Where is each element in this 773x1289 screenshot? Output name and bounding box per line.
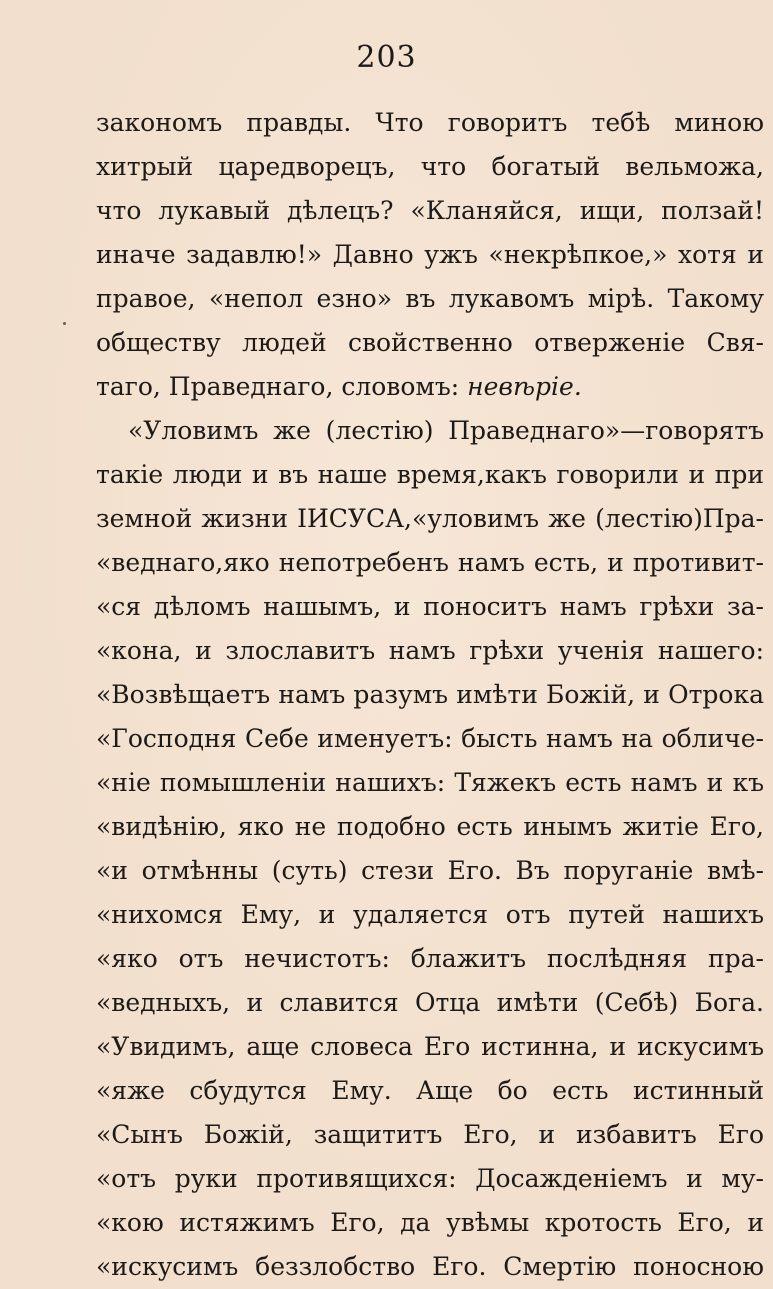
text-line: «ведныхъ, и славится Отца имѣти (Себѣ) Бога. [96,988,764,1017]
text-line: обществу людей свойственно отверженіе Свя- [96,328,764,357]
italic-word: невѣріе. [467,372,582,401]
text-line: «ся дѣломъ нашымъ, и поноситъ намъ грѣхи за- [96,592,764,621]
page-number: 203 [356,40,417,75]
text-line: «ніе помышленіи нашихъ: Тяжекъ есть намъ и къ [96,768,764,797]
text-line: «видѣнію, яко не подобно есть инымъ житіе Его, [96,812,764,841]
text-line: «Возвѣщаетъ намъ разумъ имѣти Божій, и Отрока [96,680,764,709]
text-line-content: таго, Праведнаго, словомъ: [96,372,460,401]
text-line: «нихомся Ему, и удаляется отъ путей нашихъ [96,900,764,929]
text-line: «веднаго,яко непотребенъ намъ есть, и противит- [96,548,764,577]
text-line: «кона, и злославитъ намъ грѣхи ученія нашего: [96,636,764,665]
text-line: такіе люди и въ наше время,какъ говорили и при [96,460,764,489]
paragraph-end-line [96,365,764,409]
text-line: «отъ руки противящихся: Досажденіемъ и му- [96,1164,764,1193]
text-line: «искусимъ беззлобство Его. Смертію поносною [96,1252,764,1281]
text-line: «яко отъ нечистотъ: блажитъ послѣдняя пра- [96,944,764,973]
text-line: «яже сбудутся Ему. Аще бо есть истинный [96,1076,764,1105]
text-line: «и отмѣнны (суть) стези Его. Въ поруганіе вмѣ- [96,856,764,885]
text-line: «кою истяжимъ Его, да увѣмы кротость Его, и [96,1208,764,1237]
text-line: «Сынъ Божій, защититъ Его, и избавитъ Его [96,1120,764,1149]
text-line: «Увидимъ, аще словеса Его истинна, и искусимъ [96,1032,764,1061]
text-line: хитрый царедворецъ, что богатый вельможа, [96,152,764,181]
margin-dot [63,322,66,325]
text-line: земной жизни ІИСУСА,«уловимъ же (лестію)Пра- [96,504,764,533]
body-text [96,101,764,1289]
paragraph-start-line: «Уловимъ же (лестію) Праведнаго»—говорятъ [128,416,764,445]
text-line: «Господня Себе именуетъ: бысть намъ на обличе- [96,724,764,753]
text-line: что лукавый дѣлецъ? «Кланяйся, ищи, ползай! [96,196,764,225]
text-line: правое, «непол езно» въ лукавомъ мірѣ. Такому [96,284,764,313]
text-line: закономъ правды. Что говоритъ тебѣ миною [96,108,764,137]
text-line: иначе задавлю!» Давно ужъ «некрѣпкое,» хотя и [96,240,764,269]
